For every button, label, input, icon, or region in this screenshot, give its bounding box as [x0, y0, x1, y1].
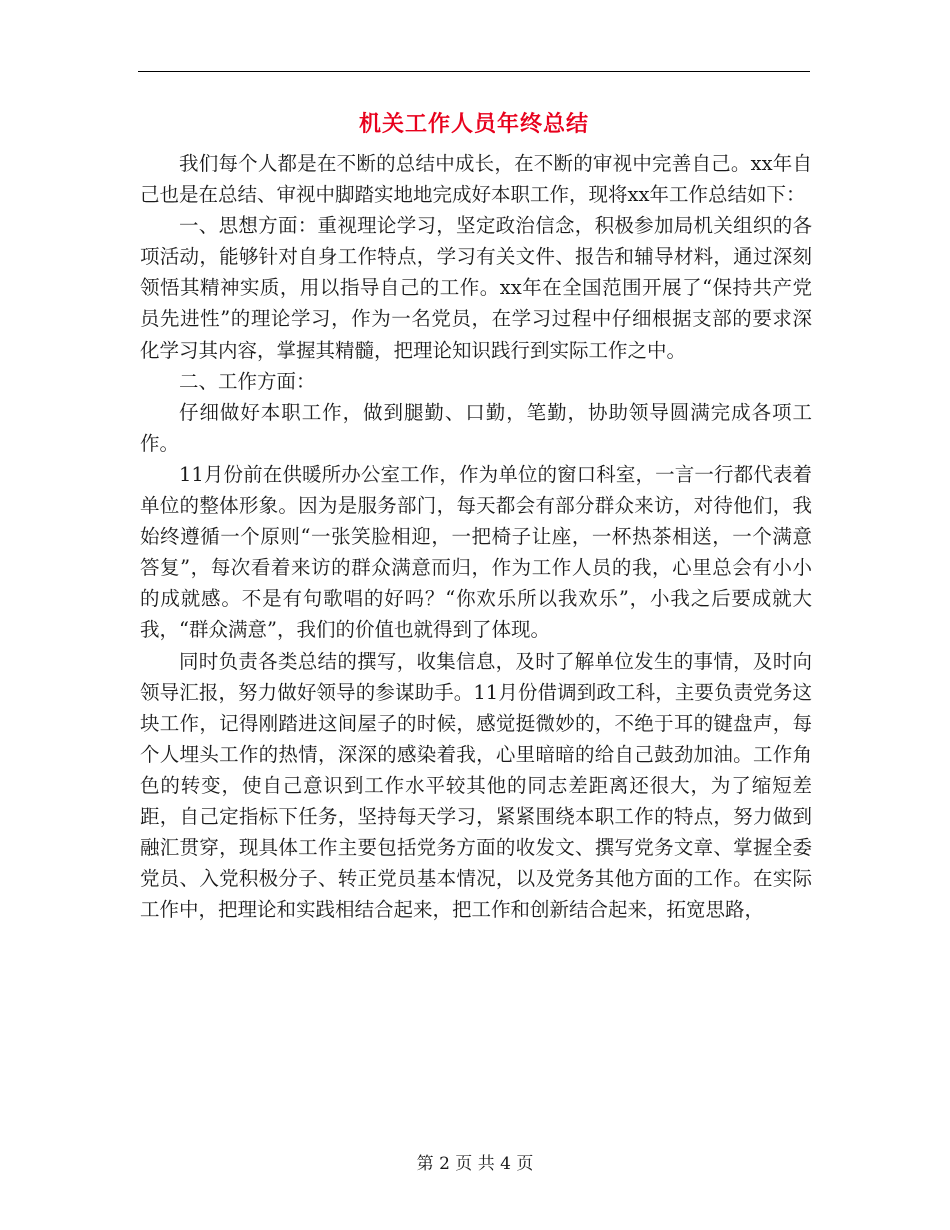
- paragraph-office-work: 11月份前在供暖所办公室工作，作为单位的窗口科室，一言一行都代表着单位的整体形象。因为是服务部门，每天都会有部分群众来访，对待他们，我始终遵循一个原则“一张笑脸相迎，一把椅子让座，一杯热茶相送，一个满意答复”，每次看着来访的群众满意而归，作为工作人员的我，心里总会有小小的成就感。不是有句歌唱的好吗？“你欢乐所以我欢乐”，小我之后要成就大我，“群众满意”，我们的价值也就得到了体现。: [140, 462, 812, 642]
- document-body: [140, 148, 812, 925]
- page-footer: 第 2 页 共 4 页: [416, 1154, 534, 1174]
- header-rule: [138, 71, 810, 72]
- paragraph-ideology: 一、思想方面：重视理论学习，坚定政治信念，积极参加局机关组织的各项活动，能够针对自身工作特点，学习有关文件、报告和辅导材料，通过深刻领悟其精神实质，用以指导自己的工作。xx年在全国范围开展了“保持共产党员先进性”的理论学习，作为一名党员，在学习过程中仔细根据支部的要求深化学习其内容，掌握其精髓，把理论知识践行到实际工作之中。: [140, 214, 812, 362]
- paragraph-work-heading: 二、工作方面：: [179, 369, 316, 393]
- paragraph-intro: 我们每个人都是在不断的总结中成长，在不断的审视中完善自己。xx年自己也是在总结、审视中脚踏实地地完成好本职工作，现将xx年工作总结如下：: [140, 152, 812, 207]
- paragraph-party-work: 同时负责各类总结的撰写，收集信息，及时了解单位发生的事情，及时向领导汇报，努力做好领导的参谋助手。11月份借调到政工科，主要负责党务这块工作，记得刚踏进这间屋子的时候，感觉挺微妙的，不绝于耳的键盘声，每个人埋头工作的热情，深深的感染着我，心里暗暗的给自己鼓劲加油。工作角色的转变，使自己意识到工作水平较其他的同志差距离还很大，为了缩短差距，自己定指标下任务，坚持每天学习，紧紧围绕本职工作的特点，努力做到融汇贯穿，现具体工作主要包括党务方面的收发文、撰写党务文章、掌握全委党员、入党积极分子、转正党员基本情况，以及党务其他方面的工作。在实际工作中，把理论和实践相结合起来，把工作和创新结合起来，拓宽思路，: [140, 649, 812, 922]
- paragraph-work-duty: 仔细做好本职工作，做到腿勤、口勤，笔勤，协助领导圆满完成各项工作。: [140, 400, 812, 455]
- document-title: 机关工作人员年终总结: [358, 112, 589, 137]
